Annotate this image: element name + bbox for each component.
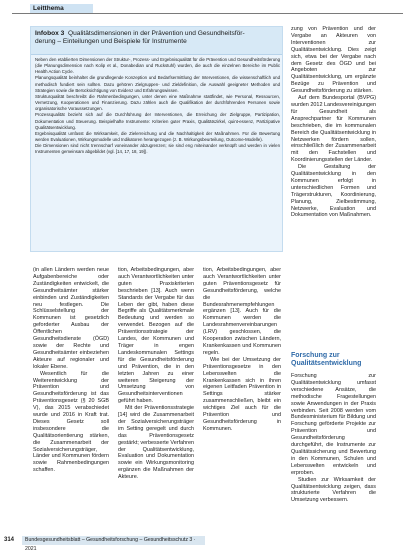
section-heading: Forschung zur Qualitätsentwicklung bbox=[291, 352, 362, 368]
body-column-1 bbox=[33, 267, 109, 474]
header-rule bbox=[12, 13, 403, 14]
section-tag: Leitthema bbox=[30, 4, 93, 14]
page-footer bbox=[0, 534, 413, 552]
body-paragraph: Die Gestaltung der Qualitätsentwicklung in den Kommunen erfolgt in unterschiedlichen Formen und Trägerstrukturen, Koordinierung, Planung, Zielbestimmung, Netzwerke, Evaluation und Dokumentation von Maßnahmen. bbox=[291, 164, 376, 219]
body-paragraph: Auf dem Bundesportal (BVPG) wurden 2012 Landesvereinigungen für Gesundheit als Ansprechpartner für Kommunen beschrieben, die im kommunalen Bereich die Qualitätsentwicklung in Netzwerken fördern sollen, einschließlich der Zusammenarbeit mit den Fachstellen und Koordinierungsstellen der Länder. bbox=[291, 95, 376, 164]
infobox-paragraph: Neben den etablierten Dimensionen der Struktur-, Prozess- und Ergebnisqualität für die Prävention und Gesundheitsförderung (die Planungsdimension nach Kolip et al., Donabedian und Ruckstuhl) wurden, die auch die einzelnen Bereiche im Public Health Action Cycle. bbox=[35, 57, 280, 75]
infobox-paragraph: Prozessqualität bezieht sich auf die Durchführung der Interventionen, die Erreichung der Zielgruppe, Partizipation, Dokumentation und Steuerung. Beispielhafte Instrumente: Kriterien guter Praxis, Qualitätszirkel, quint-essenz, Partizipative Qualitätsentwicklung. bbox=[35, 112, 280, 130]
infobox-paragraph: Ergebnisqualität umfasst die Wirksamkeit, die Zielerreichung und die Nachhaltigkeit der Maßnahmen. Für die Bewertung werden Evaluationen, Wirkungsmodelle und Indikatoren herangezogen (z. B. Wirkungsbeurteilung, Outcome-Modelle). bbox=[35, 130, 280, 143]
body-column-3 bbox=[203, 267, 281, 433]
page-header bbox=[0, 0, 413, 14]
journal-name: Bundesgesundheitsblatt – Gesundheitsforschung – Gesundheitsschutz 3 · 2021 bbox=[22, 536, 205, 545]
infobox-header bbox=[31, 27, 282, 55]
body-column-4 bbox=[291, 26, 376, 219]
infobox-label: Infobox 3 bbox=[35, 30, 65, 37]
body-column-2 bbox=[118, 267, 194, 481]
infobox bbox=[30, 26, 283, 252]
infobox-title-line1: Qualitätsdimensionen in der Prävention und Gesundheitsför- bbox=[67, 30, 245, 37]
body-paragraph: Wesentlich für die Weiterentwicklung der Prävention und Gesundheitsförderung ist das Präventionsgesetz (§ 20 SGB V), das 2015 verabschiedet wurde und 2016 in Kraft trat. Dieses Gesetz soll insbesondere die Qualitätsorientierung stärken, die Zusammenarbeit der Sozialversicherungsträger, Länder und Kommunen fördern sowie Rahmenbedingungen schaffen. bbox=[33, 370, 109, 474]
infobox-paragraph: Strukturqualität beschreibt die Rahmenbedingungen, unter denen eine Maßnahme stattfindet, wie Personal, Ressourcen, Vernetzung, Kooperationen und Finanzierung. Dazu zählen auch die Qualifikation der durchführenden Personen sowie organisatorische Voraussetzungen. bbox=[35, 93, 280, 112]
page-number: 314 bbox=[4, 537, 15, 543]
body-paragraph: Wie bei der Umsetzung der Präventionsgesetze in den Lebenswelten die Krankenkassen sich in ihren eigenen Leitfaden Prävention in Settings stärker zusammenschließen, bleibt ein wichtiges Ziel auch für die Prävention und Gesundheitsförderung in Kommunen. bbox=[203, 356, 281, 432]
infobox-paragraph: Planungsqualität beinhaltet die grundlegende Konzeption und Bedarfsermittlung der Interventionen, die wissenschaftlich und methodisch fundiert sein sollten. Dazu gehören Zielgruppen- und Zieldefinition, die Auswahl geeigneter Methoden und Strategien sowie die Berücksichtigung von Evidenz und Erfahrungswissen. bbox=[35, 75, 280, 93]
body-paragraph: zung von Prävention und der Vergabe an Akteuren von Interventionen zur Qualitätsentwicklung. Dies zeigt sich, etwa bei der Vergabe nach dem Gesetz des ÖGD und bei Angeboten zur Qualitätsentwicklung, um ergänzte Bezüge zu Prävention und Gesundheitsförderung zu stärken. bbox=[291, 26, 376, 95]
infobox-body bbox=[35, 57, 280, 156]
body-paragraph: Mit der Präventionsstrategie [14] wird die Zusammenarbeit der Sozialversicherungsträger im Setting geregelt und durch das Präventionsgesetz gestärkt; verbesserte Verfahren der Qualitätsentwicklung, Evaluation und Dokumentation sowie ein Wirkungsmonitoring ergänzen die Maßnahmen der Akteure. bbox=[118, 405, 194, 481]
infobox-paragraph: Die Dimensionen sind nicht trennscharf voneinander abzugrenzen; sie sind eng miteinander verknüpft und werden in vielen Instrumenten gemeinsam abgebildet (vgl. [14, 17, 18, 19]). bbox=[35, 143, 280, 155]
body-paragraph: (in allen Ländern werden neue Aufgabenbereiche oder Zuständigkeiten entwickelt, die Gesundheitsämter stärker einbinden und Zuständigkeiten neu festlegen. Die Schlüsselstellung der Kommunen ist gesetzlich geforderter Ausbau der Öffentlichen Gesundheitsdienste (ÖGD) sowie der Rechte und Gesundheitsämter einbeziehen Akteure auf regionaler und lokaler Ebene. bbox=[33, 267, 109, 370]
body-paragraph: Studien zur Wirksamkeit der Qualitätsentwicklung zeigen, dass strukturierte Verfahren die Umsetzung verbessern. bbox=[291, 476, 376, 504]
infobox-title-line2: derung – Einteilungen und Beispiele für Instrumente bbox=[35, 38, 187, 46]
body-column-4-lower bbox=[291, 373, 376, 504]
body-paragraph: tion, Arbeitsbedingungen, aber auch Verantwortlichkeiten unter guten Praxiskriterien beschrieben [13]. Auch wenn Standards der Vergabe für das Leben der gibt, haben diese Begriffe als Qualitätsmerkmale Bedeutung und werden so verwendet. Bezogen auf die Präventionsstrategie der Landes, der Kommunen und Träger in engen Landeskommunalen Settings für die Gesundheitsförderung und Prävention, die in den letzten Jahren zu einer weiteren Steigerung der Umsetzung von Gesundheitsinterventionen geführt haben. bbox=[118, 267, 194, 405]
body-paragraph: Forschung zur Qualitätsentwicklung umfasst verschiedene Ansätze, die methodische Fragestellungen sowie Anwendungen in der Praxis verbinden. Seit 2008 werden vom Bundesministerium für Bildung und Forschung geförderte Projekte zur Prävention und Gesundheitsförderung durchgeführt, die Instrumente zur Qualitätssicherung und Bewertung in den Kommunen, Schulen und Lebenswelten entwickeln und erproben. bbox=[291, 373, 376, 476]
body-paragraph: tion, Arbeitsbedingungen, aber auch Verantwortlichkeiten unter guten Präventionsgesetz für Gesundheitsförderung, welche die Bundesrahmenempfehlungen ergänzen [13]. Auch für die Kommunen werden die Landesrahmenvereinbarungen (LRV) geschlossen, die Kooperation zwischen Ländern, Krankenkassen und Kommunen regeln. bbox=[203, 267, 281, 356]
